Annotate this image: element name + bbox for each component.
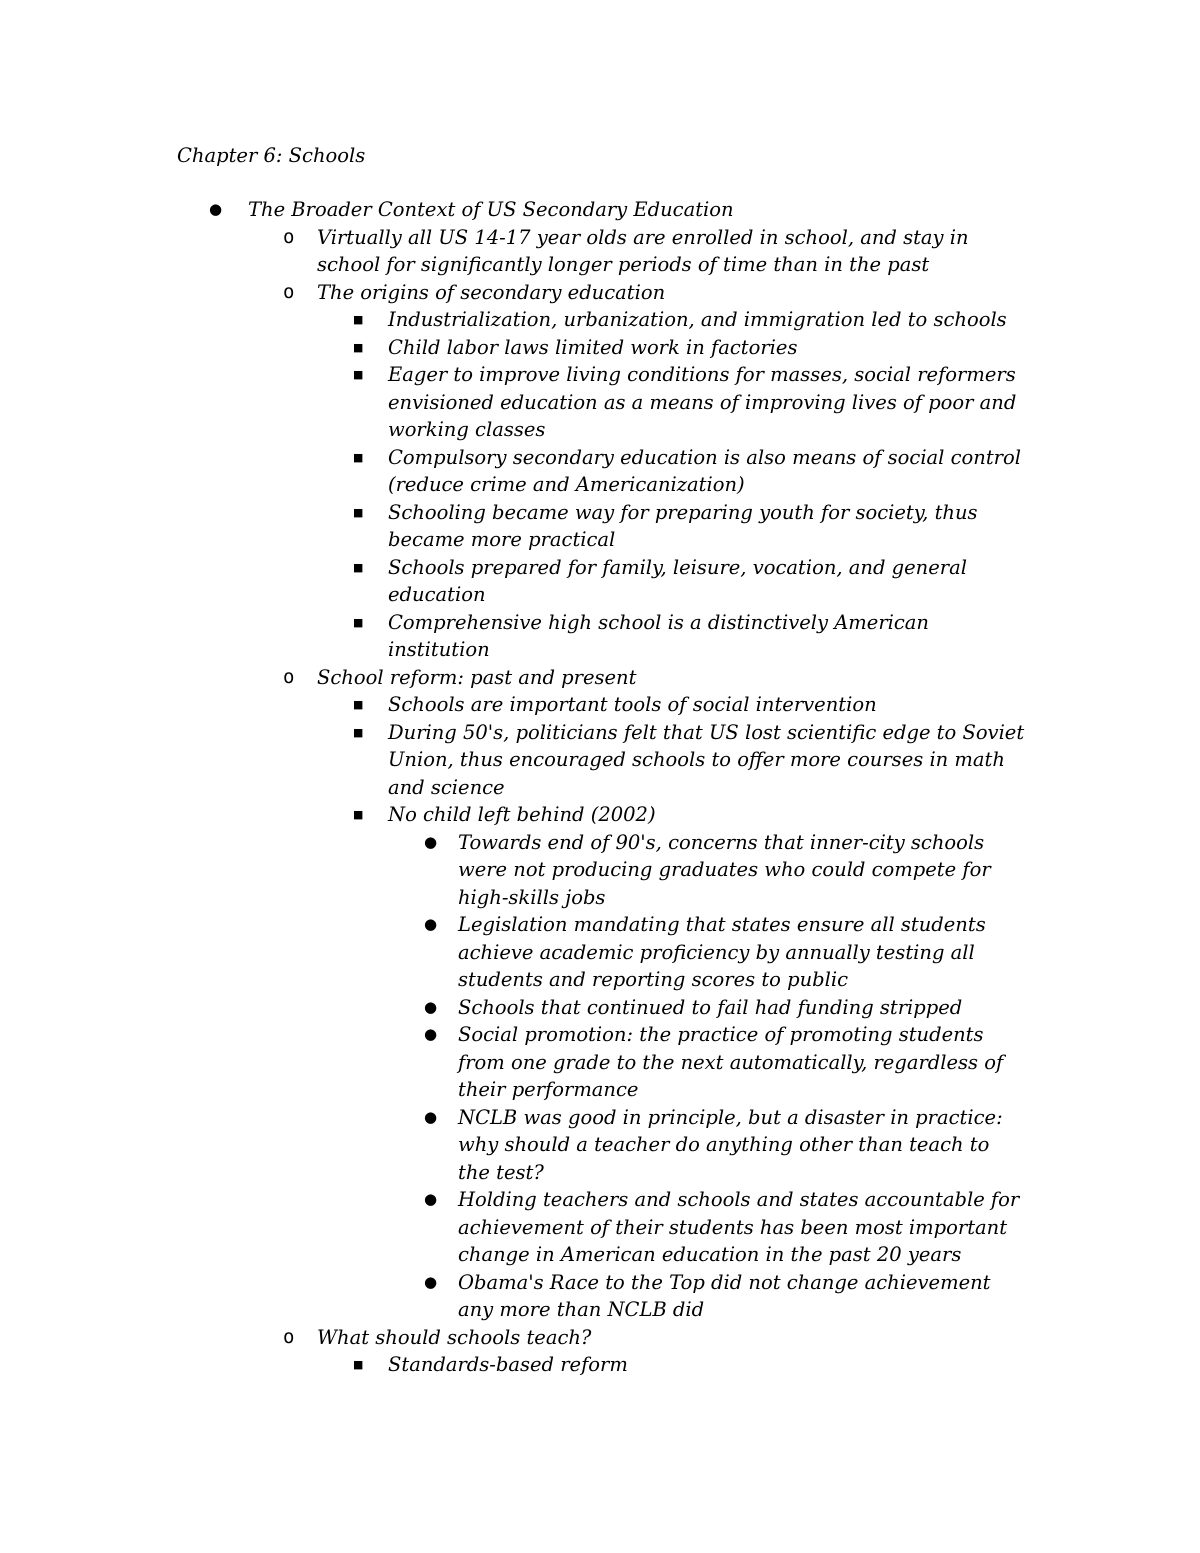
outline-item-text: The Broader Context of US Secondary Education: [248, 198, 734, 221]
bullet-marker-icon: ■: [353, 615, 364, 629]
bullet-marker-icon: o: [283, 665, 295, 688]
outline-item-text: Obama's Race to the Top did not change achievement any more than NCLB did: [458, 1270, 991, 1321]
outline-item-level-3: [0, 801, 1030, 829]
outline-item-text: Compulsory secondary education is also means of social control (reduce crime and Americanization): [388, 445, 1021, 496]
bullet-marker-icon: ●: [424, 1190, 438, 1208]
outline-item-level-4: [0, 1104, 1026, 1187]
outline-item-level-1: [0, 196, 1028, 224]
outline-item-text: NCLB was good in principle, but a disaster in practice: why should a teacher do anything other than teach to the test?: [458, 1105, 1003, 1184]
outline-item-text: Eager to improve living conditions for masses, social reformers envisioned education as a means of improving lives of poor and working classes: [388, 363, 1017, 441]
outline-item-level-3: [0, 554, 1030, 609]
outline-item-level-2: [0, 279, 1029, 307]
outline-item-text: The origins of secondary education: [317, 280, 666, 304]
outline-item-text: Legislation mandating that states ensure all students achieve academic proficiency by annually testing all students and reporting scores to public: [458, 913, 986, 991]
outline-item-text: Virtually all US 14-17 year olds are enrolled in school, and stay in school for significantly longer periods of time than in the past: [317, 225, 969, 276]
outline-item-level-4: [0, 1021, 1026, 1104]
outline-item-level-4: [0, 1186, 1026, 1269]
bullet-marker-icon: ●: [424, 915, 438, 933]
outline-item-level-3: [0, 609, 1030, 664]
outline-item-level-3: [0, 691, 1030, 719]
outline-item-level-4: [0, 994, 1026, 1022]
bullet-marker-icon: ■: [353, 808, 364, 821]
bullet-marker-icon: o: [283, 1325, 295, 1348]
bullet-marker-icon: ●: [424, 1272, 438, 1291]
outline-item-text: Towards end of 90's, concerns that inner-city schools were not producing graduates who could compete for high-skills jobs: [458, 830, 991, 909]
outline-item-text: Schooling became way for preparing youth for society, thus became more practical: [388, 500, 978, 551]
outline-item-level-3: [0, 306, 1030, 334]
bullet-marker-icon: ■: [353, 1358, 364, 1371]
outline-item-level-2: [0, 1324, 1029, 1352]
outline-item-level-4: [0, 829, 1026, 912]
outline-item-text: During 50's, politicians felt that US lost scientific edge to Soviet Union, thus encouraged schools to offer more courses in math and science: [388, 720, 1025, 799]
bullet-marker-icon: o: [283, 280, 295, 303]
outline-item-level-2: [0, 664, 1029, 692]
bullet-marker-icon: ●: [209, 200, 223, 218]
bullet-marker-icon: ●: [424, 832, 438, 851]
bullet-marker-icon: ■: [353, 450, 364, 464]
outline-item-text: No child left behind (2002): [388, 803, 656, 826]
outline-item-level-4: [0, 911, 1026, 994]
bullet-marker-icon: ■: [353, 725, 364, 739]
outline-item-level-2: [0, 224, 1029, 279]
outline-list: [0, 196, 1200, 1379]
outline-item-text: Industrialization, urbanization, and immigration led to schools: [388, 308, 1007, 331]
bullet-marker-icon: ■: [353, 505, 364, 519]
outline-item-level-3: [0, 361, 1030, 444]
bullet-marker-icon: ●: [424, 1025, 438, 1043]
outline-item-text: Schools that continued to fail had funding stripped: [458, 995, 963, 1019]
outline-item-text: Standards-based reform: [388, 1353, 628, 1376]
outline-item-level-3: [0, 444, 1030, 499]
bullet-marker-icon: o: [283, 225, 295, 248]
outline-item-text: What should schools teach?: [317, 1325, 592, 1349]
bullet-marker-icon: ●: [424, 997, 438, 1016]
outline-item-text: Child labor laws limited work in factories: [388, 335, 798, 359]
outline-item-text: Schools prepared for family, leisure, vocation, and general education: [388, 555, 967, 606]
outline-item-level-3: [0, 1351, 1030, 1379]
outline-item-text: Holding teachers and schools and states accountable for achievement of their students has been most important change in American education in the past 20 years: [458, 1188, 1020, 1266]
outline-item-text: Comprehensive high school is a distinctively American institution: [388, 610, 929, 661]
bullet-marker-icon: ■: [353, 698, 364, 711]
bullet-marker-icon: ■: [353, 313, 364, 326]
outline-item-text: School reform: past and present: [317, 665, 637, 689]
outline-item-level-3: [0, 334, 1030, 362]
outline-item-text: Schools are important tools of social intervention: [388, 693, 877, 716]
bullet-marker-icon: ■: [353, 560, 364, 574]
bullet-marker-icon: ●: [424, 1107, 438, 1126]
bullet-marker-icon: ■: [353, 340, 364, 354]
outline-item-text: Social promotion: the practice of promoting students from one grade to the next automatically, regardless of their performance: [458, 1023, 1004, 1101]
outline-item-level-3: [0, 719, 1030, 802]
bullet-marker-icon: ■: [353, 368, 364, 381]
outline-item-level-4: [0, 1269, 1026, 1324]
outline-item-level-3: [0, 499, 1030, 554]
document-title: Chapter 6: Schools: [177, 144, 366, 167]
